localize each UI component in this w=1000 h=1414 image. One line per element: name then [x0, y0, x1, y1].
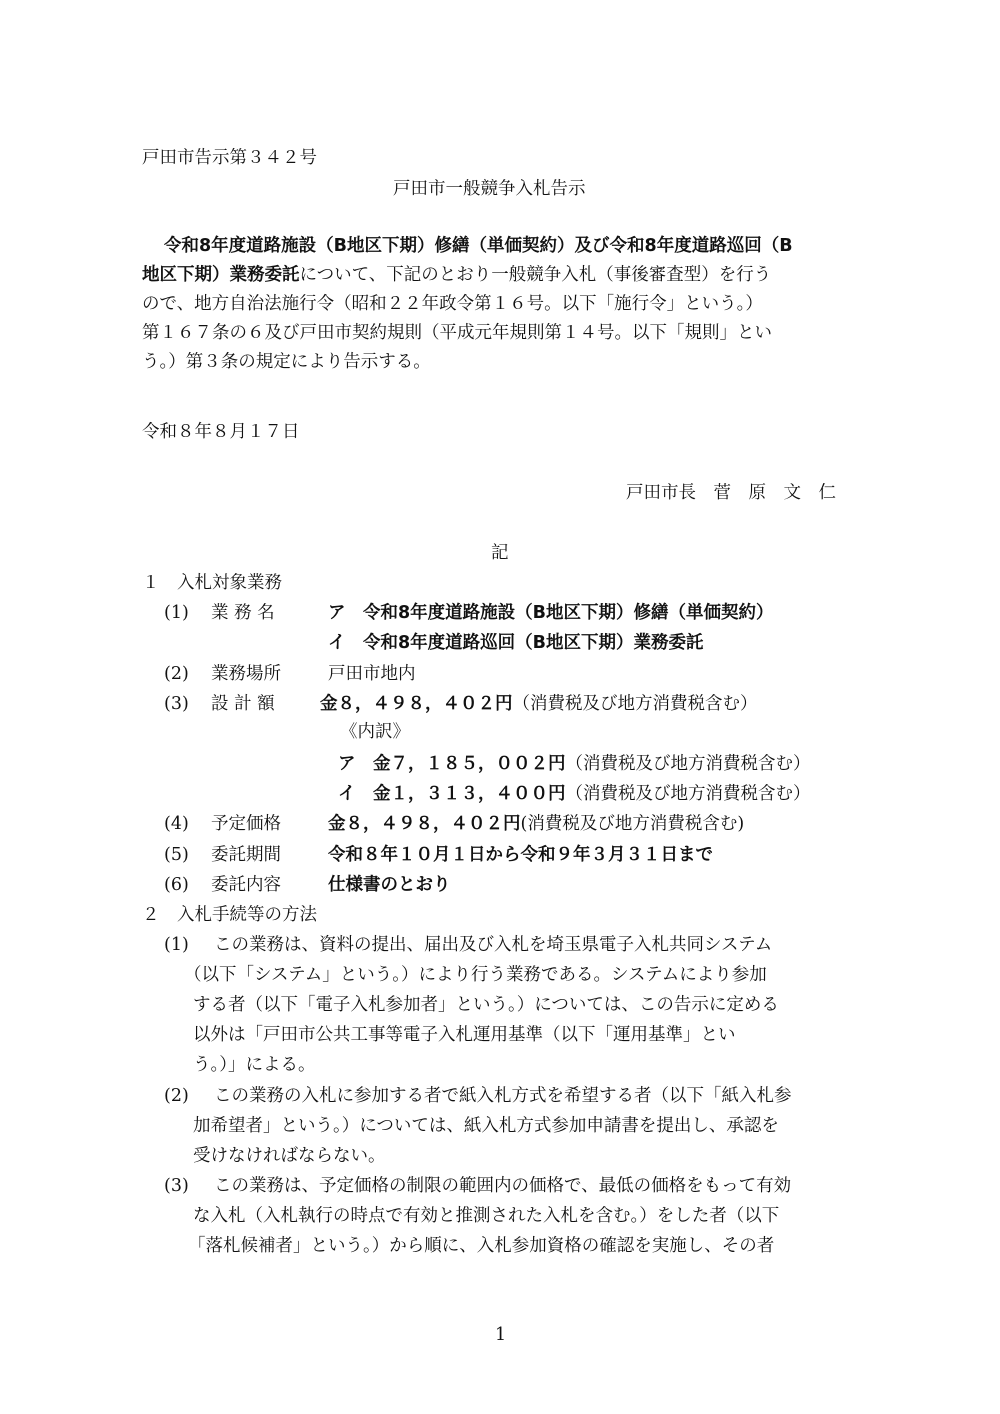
- breakdown-i-note: （消費税及び地方消費税含む）: [565, 784, 811, 804]
- item-label: 委託内容: [211, 875, 281, 895]
- page-number: 1: [495, 1325, 507, 1345]
- para-line: この業務は、予定価格の制限の範囲内の価格で、最低の価格をもって有効: [214, 1176, 792, 1196]
- intro-paragraph: [142, 232, 858, 377]
- para-line: この業務は、資料の提出、届出及び入札を埼玉県電子入札共同システム: [214, 935, 773, 955]
- work-place: 戸田市地内: [328, 664, 416, 684]
- section2-heading: ２ 入札手続等の方法: [142, 905, 317, 925]
- breakdown-a: [338, 751, 811, 777]
- breakdown-a-value: ア 金７，１８５，００２円: [338, 754, 566, 774]
- signatory: 戸田市長 菅 原 文 仁: [626, 483, 836, 503]
- para-line: う。）」による。: [193, 1055, 316, 1075]
- item-num: (4): [164, 814, 189, 834]
- intro-subject-bold-cont: 地区下期）業務委託: [142, 265, 300, 285]
- item-label: 業務場所: [211, 664, 281, 684]
- para-line: する者（以下「電子入札参加者」という。）については、この告示に定める: [193, 995, 779, 1015]
- section1-heading: １ 入札対象業務: [142, 573, 282, 593]
- para-line: 加希望者」という。）については、紙入札方式参加申請書を提出し、承認を: [193, 1116, 779, 1136]
- item-label: 業 務 名: [211, 603, 275, 623]
- work-name-i: イ 令和8年度道路巡回（B地区下期）業務委託: [328, 633, 704, 653]
- intro-line2: について、下記のとおり一般競争入札（事後審査型）を行う: [299, 265, 772, 285]
- design-amount-note: （消費税及び地方消費税含む）: [512, 694, 758, 714]
- item-label: 委託期間: [211, 845, 281, 865]
- planned-price-note: (消費税及び地方消費税含む): [520, 814, 745, 834]
- notice-date: 令和８年８月１７日: [142, 422, 300, 442]
- para-num: (3): [164, 1176, 189, 1196]
- design-amount: [320, 691, 758, 717]
- work-name-a: ア 令和8年度道路施設（B地区下期）修繕（単価契約）: [328, 603, 774, 623]
- para-line: 「落札候補者」という。）から順に、入札参加資格の確認を実施し、その者: [188, 1236, 775, 1256]
- contract-period: 令和８年１０月１日から令和９年３月３１日まで: [328, 845, 713, 865]
- para-line: 受けなければならない。: [193, 1146, 386, 1166]
- para-line: 以外は「戸田市公共工事等電子入札運用基準（以下「運用基準」とい: [193, 1025, 736, 1045]
- para-line: この業務の入札に参加する者で紙入札方式を希望する者（以下「紙入札参: [214, 1086, 792, 1106]
- item-num: (6): [164, 875, 189, 895]
- intro-line4: 第１６７条の６及び戸田市契約規則（平成元年規則第１４号。以下「規則」とい: [142, 323, 772, 343]
- document-title: 戸田市一般競争入札告示: [393, 179, 586, 199]
- design-amount-value: 金８，４９８，４０２円: [320, 694, 513, 714]
- breakdown-a-note: （消費税及び地方消費税含む）: [565, 754, 811, 774]
- item-num: (2): [164, 664, 189, 684]
- intro-subject-bold: 令和8年度道路施設（B地区下期）修繕（単価契約）及び令和8年度道路巡回（B: [164, 236, 793, 256]
- item-label: 設 計 額: [211, 694, 275, 714]
- ki-heading: 記: [491, 543, 509, 563]
- para-line: （以下「システム」という。）により行う業務である。システムにより参加: [184, 965, 767, 985]
- item-num: (5): [164, 845, 189, 865]
- item-label: 予定価格: [211, 814, 281, 834]
- breakdown-label: 《内訳》: [340, 722, 410, 742]
- para-num: (2): [164, 1086, 189, 1106]
- contract-content: 仕様書のとおり: [328, 875, 451, 895]
- notice-number: 戸田市告示第３４２号: [142, 148, 317, 168]
- planned-price: [328, 811, 744, 837]
- para-num: (1): [164, 935, 189, 955]
- item-num: (3): [164, 694, 189, 714]
- para-line: な入札（入札執行の時点で有効と推測された入札を含む。）をした者（以下: [193, 1206, 780, 1226]
- intro-line3: ので、地方自治法施行令（昭和２２年政令第１６号。以下「施行令」という。）: [142, 294, 763, 314]
- intro-line5: う。）第３条の規定により告示する。: [142, 352, 431, 372]
- planned-price-value: 金８，４９８，４０２円: [328, 814, 521, 834]
- breakdown-i: [338, 781, 811, 807]
- item-num: (1): [164, 603, 189, 623]
- breakdown-i-value: イ 金１，３１３，４００円: [338, 784, 566, 804]
